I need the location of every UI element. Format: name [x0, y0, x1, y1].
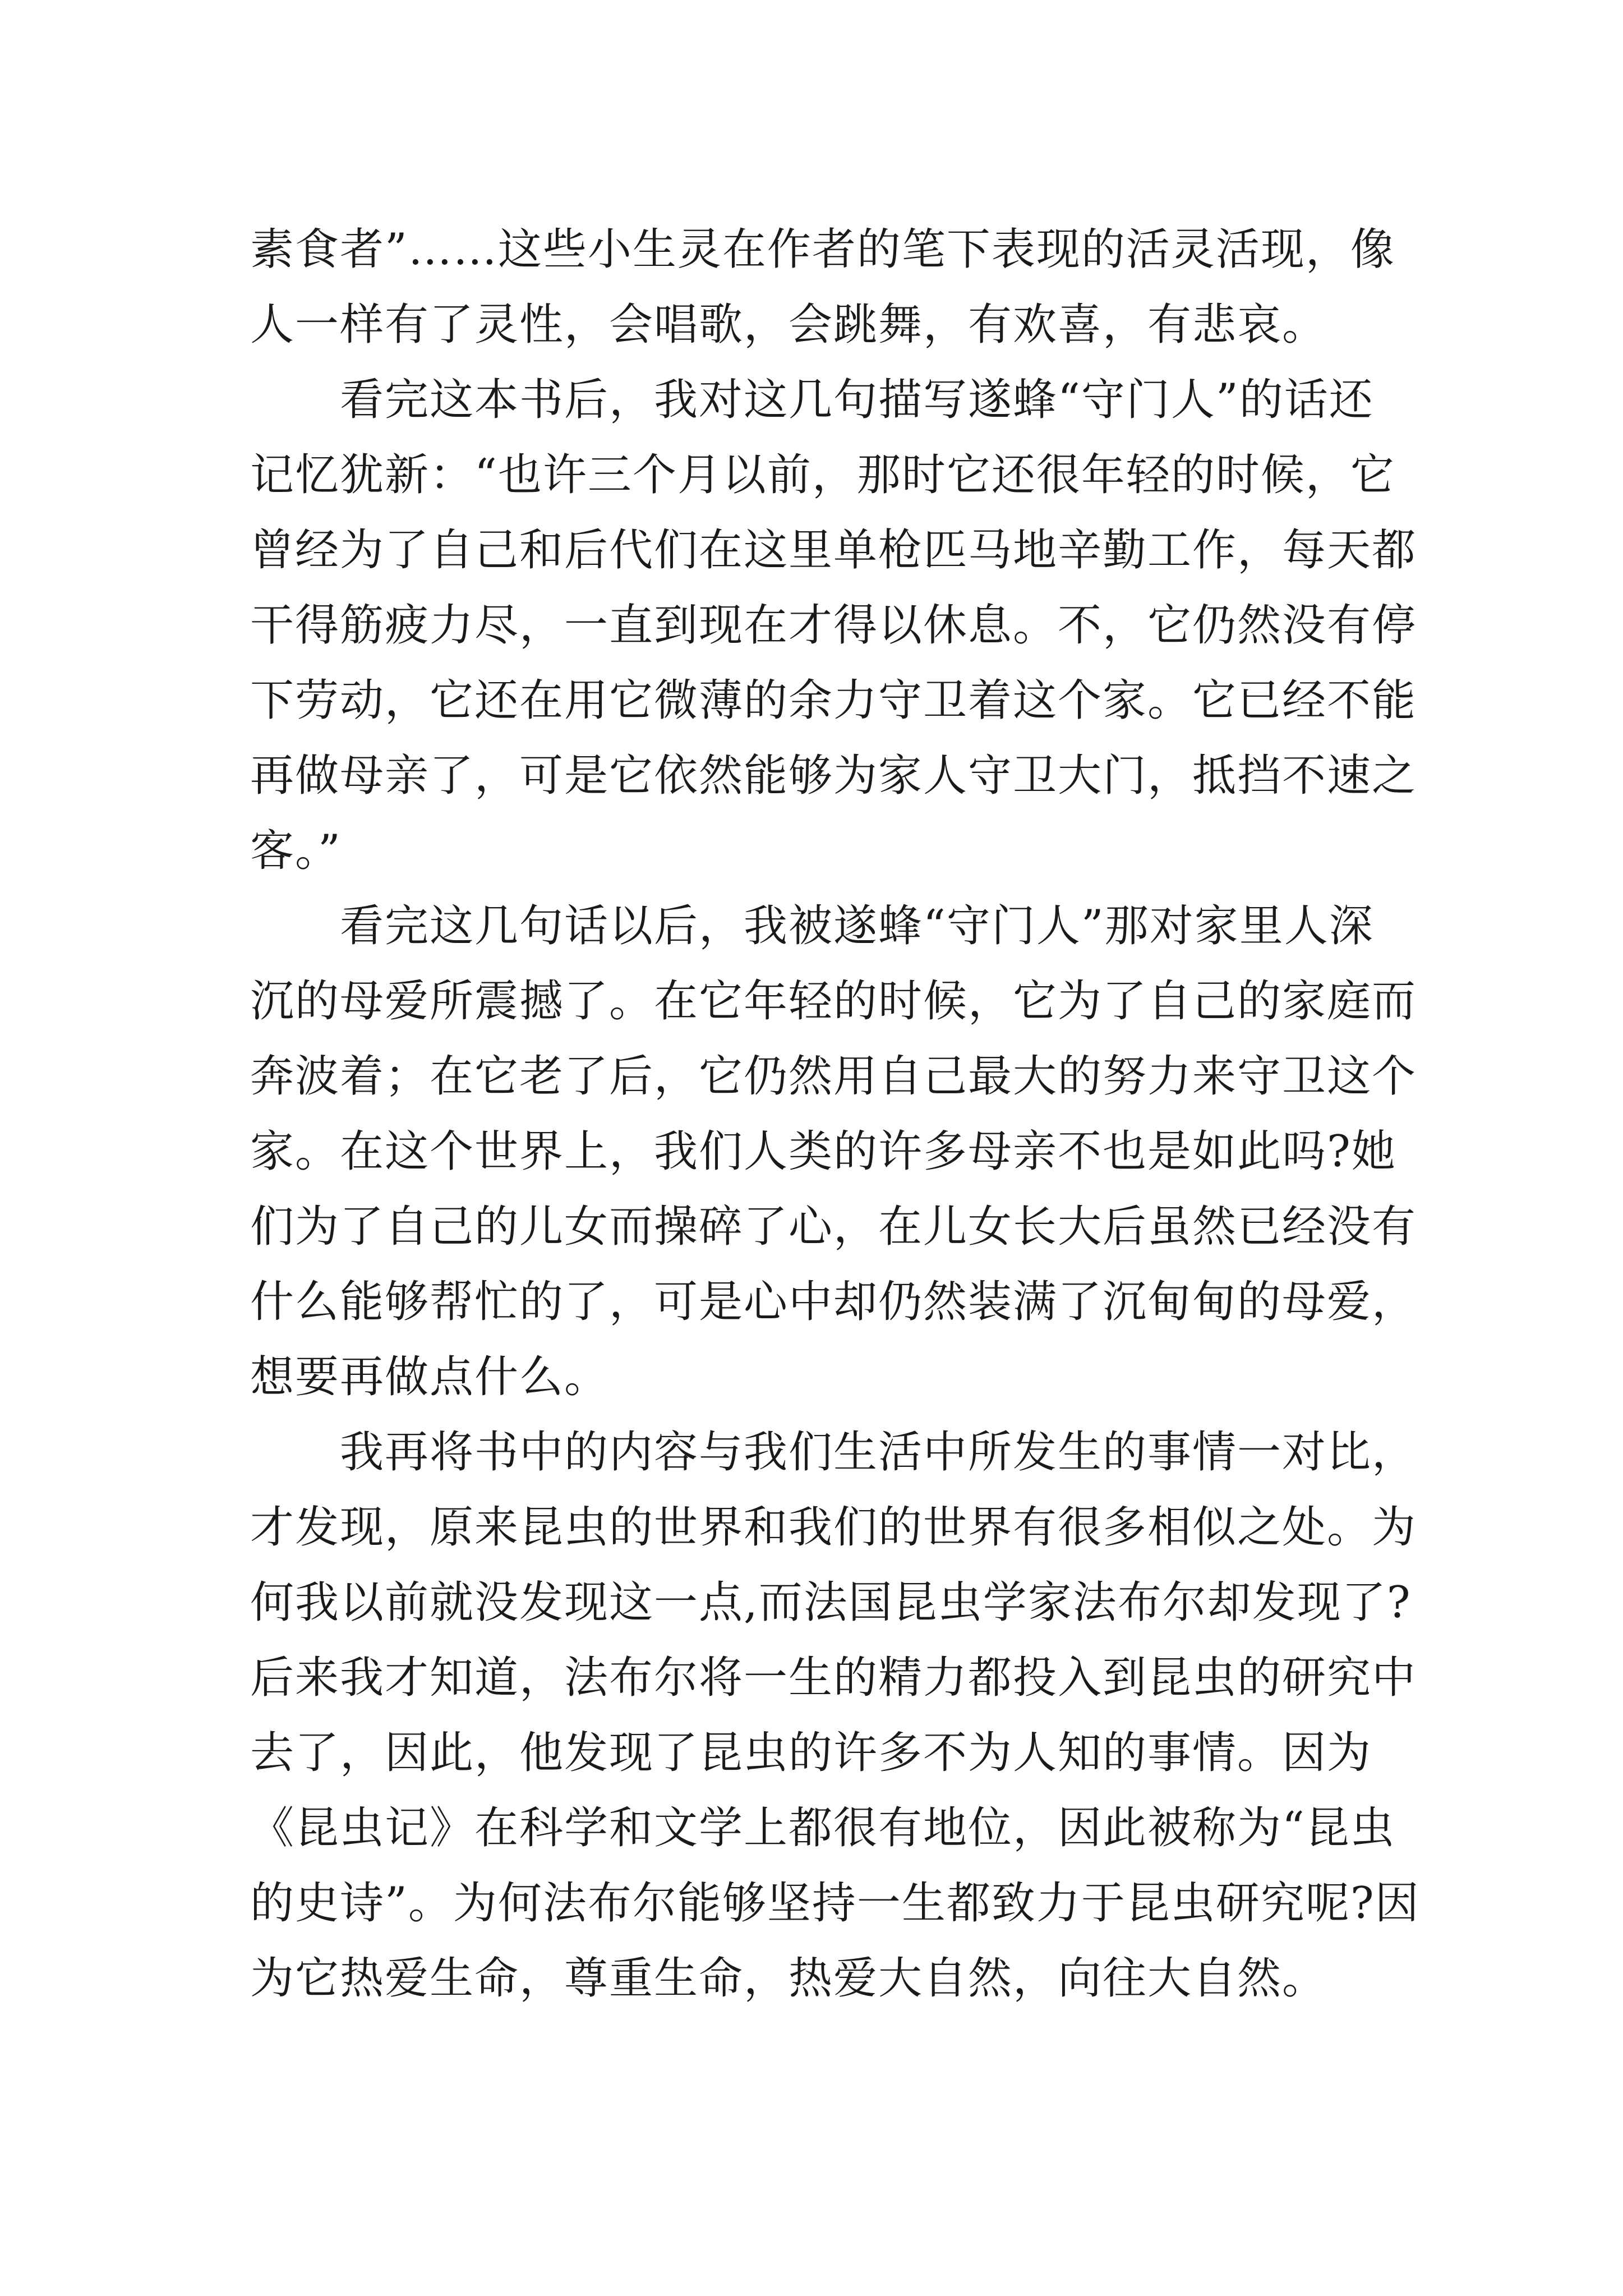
text-line: 人一样有了灵性，会唱歌，会跳舞，有欢喜，有悲哀。	[250, 300, 1327, 350]
text-line: 家。在这个世界上，我们人类的许多母亲不也是如此吗?她	[250, 1126, 1396, 1177]
text-line: 后来我才知道，法布尔将一生的精力都投入到昆虫的研究中	[250, 1653, 1417, 1703]
text-line: 们为了自己的儿女而操碎了心，在儿女长大后虽然已经没有	[250, 1202, 1417, 1252]
text-line: 干得筋疲力尽，一直到现在才得以休息。不，它仍然没有停	[250, 600, 1417, 651]
text-line: 客。”	[250, 826, 342, 876]
text-line: 才发现，原来昆虫的世界和我们的世界有很多相似之处。为	[250, 1502, 1417, 1553]
text-line: 我再将书中的内容与我们生活中所发生的事情一对比，	[340, 1427, 1417, 1478]
text-line: 再做母亲了，可是它依然能够为家人守卫大门，抵挡不速之	[250, 751, 1417, 801]
text-line: 下劳动，它还在用它微薄的余力守卫着这个家。它已经不能	[250, 675, 1417, 726]
text-line: 素食者”……这些小生灵在作者的笔下表现的活灵活现，像	[250, 224, 1395, 275]
text-line: 记忆犹新：“也许三个月以前，那时它还很年轻的时候，它	[250, 450, 1395, 500]
paragraph	[250, 212, 1400, 362]
body-text	[250, 212, 1420, 2016]
text-line: 沉的母爱所震撼了。在它年轻的时候，它为了自己的家庭而	[250, 976, 1417, 1027]
text-line: 曾经为了自己和后代们在这里单枪匹马地辛勤工作，每天都	[250, 525, 1417, 576]
text-line: 的史诗”。为何法布尔能够坚持一生都致力于昆虫研究呢?因	[250, 1878, 1420, 1929]
text-line: 什么能够帮忙的了，可是心中却仍然装满了沉甸甸的母爱，	[250, 1277, 1417, 1327]
paragraph	[250, 362, 1417, 889]
text-line: 为它热爱生命，尊重生命，热爱大自然，向往大自然。	[250, 1953, 1327, 2004]
text-line: 去了，因此，他发现了昆虫的许多不为人知的事情。因为	[250, 1728, 1372, 1778]
paragraph	[250, 889, 1417, 1415]
text-line: 看完这本书后，我对这几句描写遂蜂“守门人”的话还	[340, 375, 1374, 425]
text-line: 想要再做点什么。	[250, 1352, 610, 1402]
text-line: 何我以前就没发现这一点,而法国昆虫学家法布尔却发现了?	[250, 1577, 1412, 1628]
text-line: 《昆虫记》在科学和文学上都很有地位，因此被称为“昆虫	[250, 1803, 1395, 1853]
text-line: 奔波着；在它老了后，它仍然用自己最大的努力来守卫这个	[250, 1051, 1417, 1102]
text-line: 看完这几句话以后，我被遂蜂“守门人”那对家里人深	[340, 901, 1374, 951]
paragraph	[250, 1415, 1420, 2016]
